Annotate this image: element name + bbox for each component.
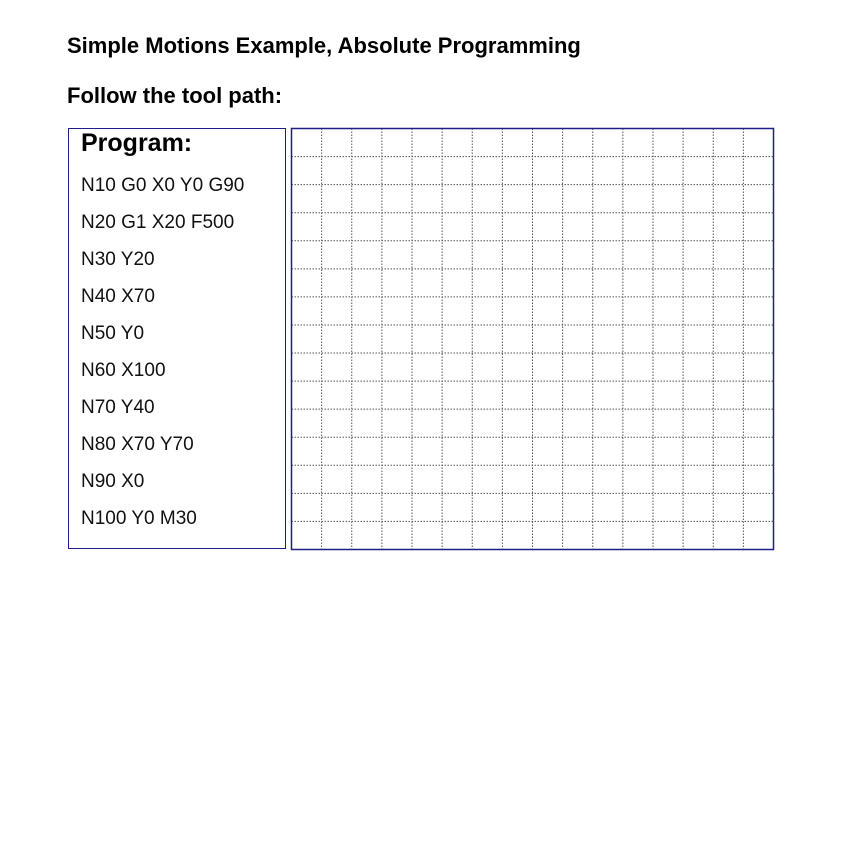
program-lines <box>81 172 244 542</box>
program-line: N30 Y20 <box>81 249 155 270</box>
document-subtitle: Follow the tool path: <box>67 83 283 108</box>
program-line: N60 X100 <box>81 360 166 381</box>
program-line: N70 Y40 <box>81 397 155 418</box>
document-title: Simple Motions Example, Absolute Programming <box>67 33 581 58</box>
program-line: N100 Y0 M30 <box>81 508 197 529</box>
program-line: N40 X70 <box>81 286 155 307</box>
program-line: N80 X70 Y70 <box>81 434 194 455</box>
program-listing <box>68 128 286 549</box>
program-heading: Program: <box>81 129 193 157</box>
grid-canvas <box>290 127 775 551</box>
tool-path-grid <box>290 127 775 551</box>
program-line: N10 G0 X0 Y0 G90 <box>81 175 245 196</box>
program-line: N20 G1 X20 F500 <box>81 212 235 233</box>
program-line: N90 X0 <box>81 471 145 492</box>
program-line: N50 Y0 <box>81 323 145 344</box>
